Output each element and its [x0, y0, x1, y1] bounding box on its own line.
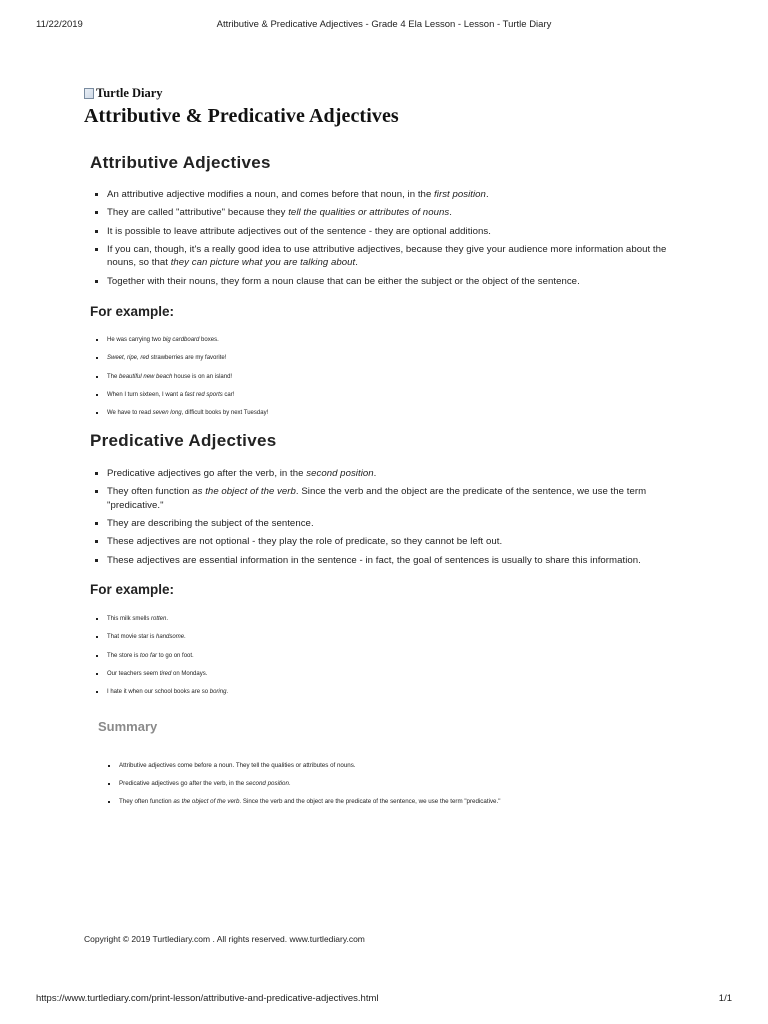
predicative-example-heading: For example:: [90, 582, 175, 597]
print-url[interactable]: https://www.turtlediary.com/print-lesson/attributive-and-predicative-adjectives.html: [36, 993, 379, 1004]
summary-heading: Summary: [98, 719, 158, 734]
list-item: Predicative adjectives go after the verb, in the second position.: [107, 780, 667, 788]
list-item: He was carrying two big cardboard boxes.: [95, 336, 655, 344]
predicative-bullets: [94, 467, 694, 572]
attributive-bullets: [94, 188, 694, 293]
list-item: Our teachers seem tired on Mondays.: [95, 670, 655, 678]
lesson-content: [84, 85, 704, 944]
turtle-diary-logo[interactable]: [84, 85, 704, 101]
broken-image-icon: [84, 88, 94, 99]
list-item: This milk smells rotten.: [95, 615, 655, 623]
list-item: The store is too far to go on foot.: [95, 652, 655, 660]
list-item: These adjectives are not optional - they play the role of predicate, so they cannot be left out.: [94, 535, 694, 548]
list-item: An attributive adjective modifies a noun, and comes before that noun, in the first position.: [94, 188, 694, 201]
list-item: We have to read seven long, difficult books by next Tuesday!: [95, 409, 655, 417]
predicative-examples: [95, 615, 655, 706]
list-item: They are called "attributive" because they tell the qualities or attributes of nouns.: [94, 206, 694, 219]
list-item: When I turn sixteen, I want a fast red sports car!: [95, 391, 655, 399]
lesson-title: Attributive & Predicative Adjectives: [84, 105, 399, 127]
copyright-notice: Copyright © 2019 Turtlediary.com . All rights reserved. www.turtlediary.com: [84, 934, 365, 944]
print-page-title: Attributive & Predicative Adjectives - Grade 4 Ela Lesson - Lesson - Turtle Diary: [216, 19, 552, 30]
print-date: 11/22/2019: [36, 19, 83, 30]
list-item: That movie star is handsome.: [95, 633, 655, 641]
list-item: It is possible to leave attribute adjectives out of the sentence - they are optional additions.: [94, 225, 694, 238]
attributive-examples: [95, 336, 655, 427]
list-item: They are describing the subject of the sentence.: [94, 517, 694, 530]
list-item: They often function as the object of the verb. Since the verb and the object are the predicate of the sentence, we use the term "predicative.": [94, 485, 694, 511]
attributive-example-heading: For example:: [90, 304, 175, 319]
print-header: [36, 19, 732, 30]
predicative-heading: Predicative Adjectives: [90, 431, 277, 450]
list-item: These adjectives are essential information in the sentence - in fact, the goal of sentences is usually to share this information.: [94, 554, 694, 567]
list-item: Predicative adjectives go after the verb, in the second position.: [94, 467, 694, 480]
summary-bullets: [107, 762, 667, 816]
list-item: Sweet, ripe, red strawberries are my favorite!: [95, 354, 655, 362]
list-item: Together with their nouns, they form a noun clause that can be either the subject or the object of the sentence.: [94, 275, 694, 288]
attributive-heading: Attributive Adjectives: [90, 153, 271, 172]
print-page-number: 1/1: [718, 993, 732, 1004]
list-item: The beautiful new beach house is on an island!: [95, 373, 655, 381]
list-item: They often function as the object of the verb. Since the verb and the object are the predicate of the sentence, we use the term "predicative.": [107, 798, 667, 806]
print-footer: [36, 993, 732, 1004]
logo-alt-text: Turtle Diary: [96, 85, 163, 100]
list-item: If you can, though, it's a really good idea to use attributive adjectives, because they give your audience more information about the nouns, so that they can picture what you are talking about.: [94, 243, 694, 269]
list-item: I hate it when our school books are so boring.: [95, 688, 655, 696]
list-item: Attributive adjectives come before a noun. They tell the qualities or attributes of nouns.: [107, 762, 667, 770]
